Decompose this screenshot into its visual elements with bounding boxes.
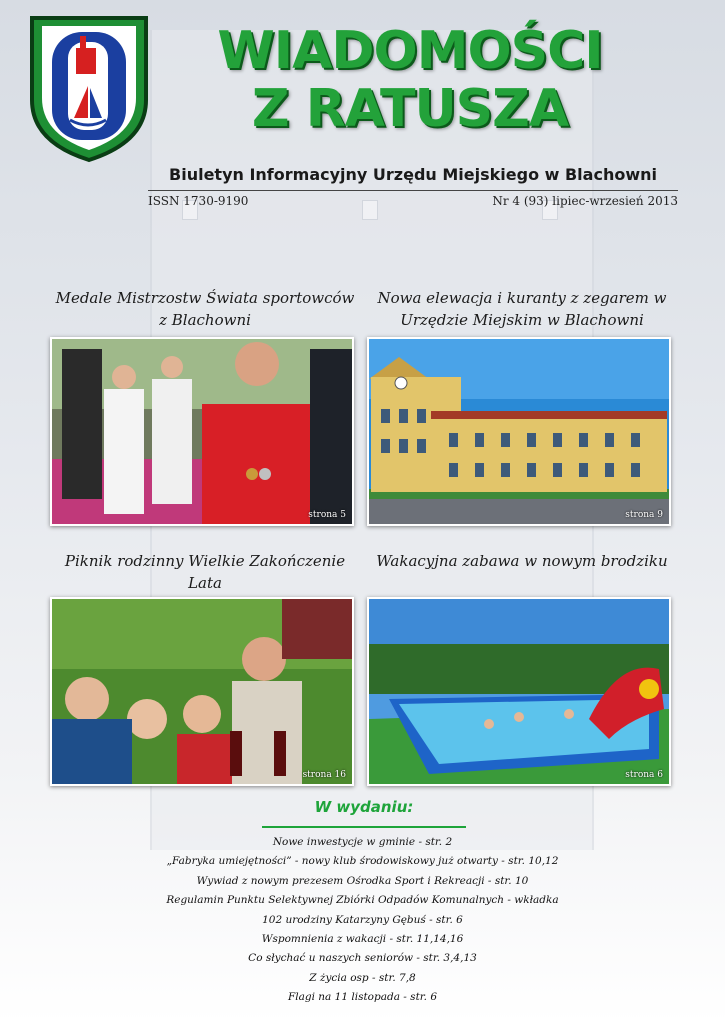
feature-caption-paddling-pool: Wakacyjna zabawa w nowym brodziku xyxy=(376,552,668,570)
toc-item: Wywiad z nowym prezesem Ośrodka Sport i Rekreacji - str. 10 xyxy=(196,874,529,887)
toc-item: Flagi na 11 listopada - str. 6 xyxy=(287,991,438,1004)
toc-list xyxy=(60,833,665,1008)
toc-item: Regulamin Punktu Selektywnej Zbiórki Odpadów Komunalnych - wkładka xyxy=(166,894,559,907)
municipal-crest xyxy=(28,14,150,164)
feature-photo-medals xyxy=(50,337,354,526)
page-reference-label: strona 6 xyxy=(625,770,663,780)
masthead-title-line2: Z RATUSZA xyxy=(251,79,569,139)
page-reference-label: strona 5 xyxy=(308,510,346,520)
masthead-title xyxy=(160,22,660,138)
background-window xyxy=(362,200,378,220)
issn-number: ISSN 1730-9190 xyxy=(148,194,249,208)
toc-divider xyxy=(262,826,466,828)
toc-heading: W wydaniu: xyxy=(314,798,414,816)
toc-item: Z życia osp - str. 7,8 xyxy=(309,971,416,984)
masthead-subtitle: Biuletyn Informacyjny Urzędu Miejskiego w Blachowni xyxy=(169,165,657,184)
masthead-divider xyxy=(148,190,678,191)
page-reference-label: strona 16 xyxy=(302,770,346,780)
feature-caption-picnic: Piknik rodzinny Wielkie Zakończenie Lata xyxy=(64,552,346,592)
issue-number: Nr 4 (93) lipiec-wrzesień 2013 xyxy=(492,194,678,208)
feature-photo-town-hall xyxy=(367,337,671,526)
feature-photo-picnic xyxy=(50,597,354,786)
toc-item: Wspomnienia z wakacji - str. 11,14,16 xyxy=(261,933,464,946)
feature-photo-paddling-pool xyxy=(367,597,671,786)
toc-item: „Fabryka umiejętności” - nowy klub środowiskowy już otwarty - str. 10,12 xyxy=(166,855,559,868)
feature-caption-medals: Medale Mistrzostw Świata sportowców z Blachowni xyxy=(55,289,355,329)
toc-item: Co słychać u naszych seniorów - str. 3,4,13 xyxy=(248,952,477,965)
toc-item: Nowe inwestycje w gminie - str. 2 xyxy=(272,836,453,848)
masthead-title-line1: WIADOMOŚCI xyxy=(217,21,603,81)
toc-item: 102 urodziny Katarzyny Gębuś - str. 6 xyxy=(262,913,463,926)
feature-caption-town-hall: Nowa elewacja i kuranty z zegarem w Urzędzie Miejskim w Blachowni xyxy=(377,289,667,329)
page-reference-label: strona 9 xyxy=(625,510,663,520)
